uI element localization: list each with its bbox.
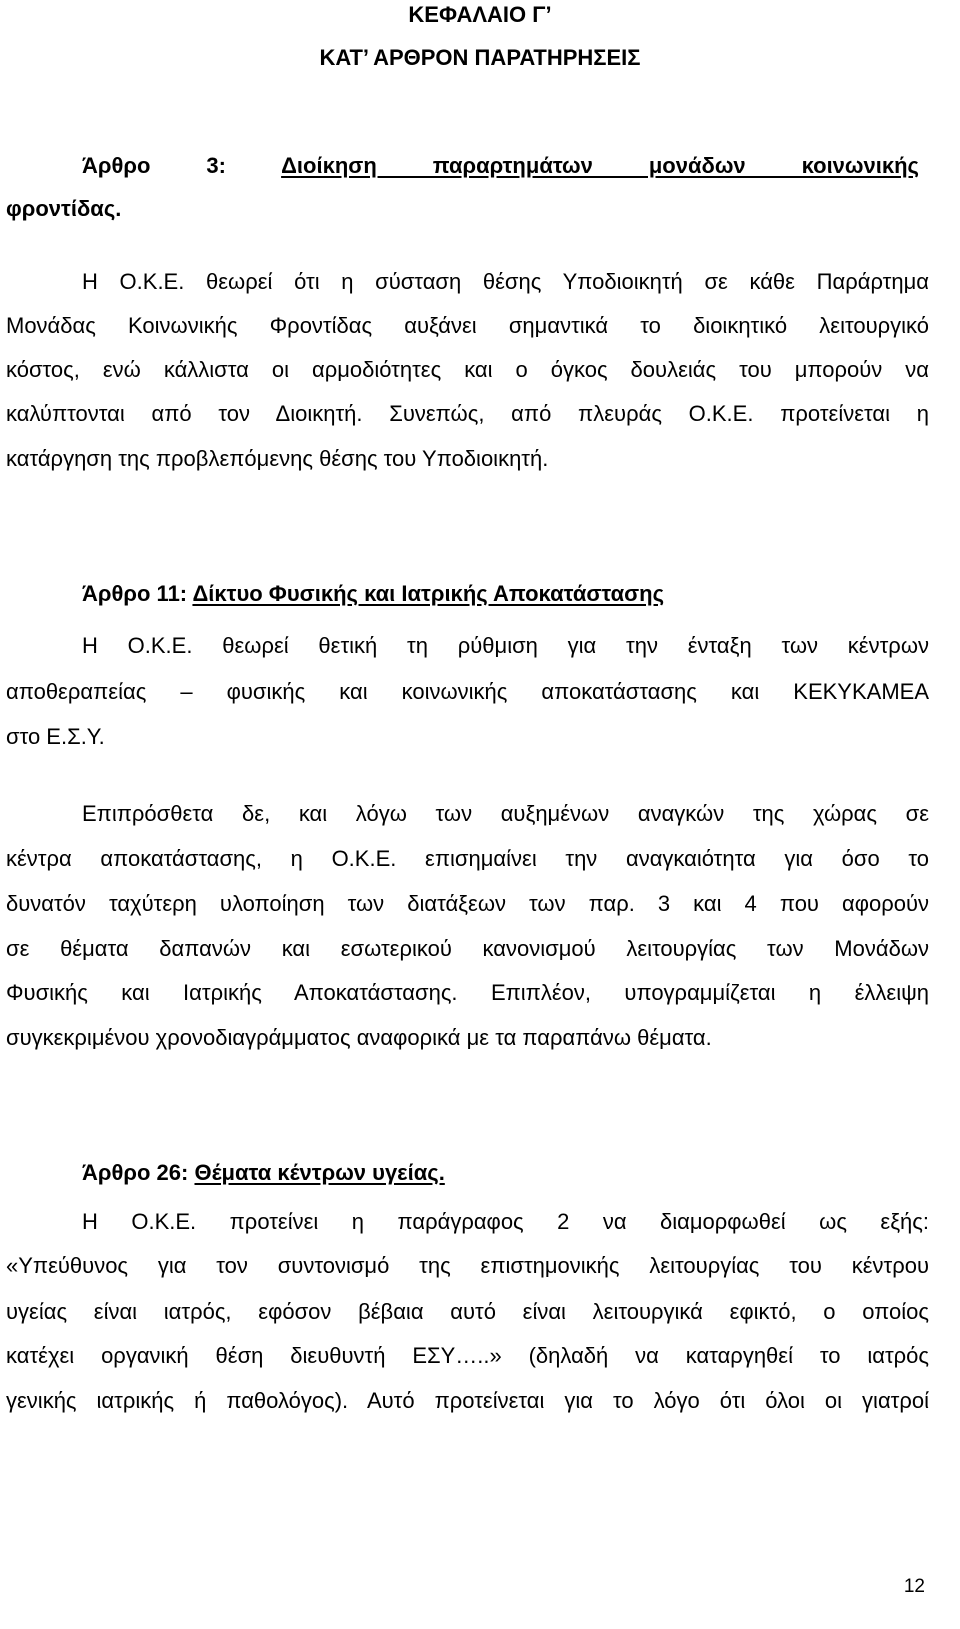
chapter-title: ΚΕΦΑΛΑΙΟ Γ’ xyxy=(408,2,552,27)
chapter-subtitle: ΚΑΤ’ ΑΡΘΡΟΝ ΠΑΡΑΤΗΡΗΣΕΙΣ xyxy=(319,45,641,70)
article3-line: καλύπτονται από τον Διοικητή. Συνεπώς, από πλευράς Ο.Κ.Ε. προτείνεται η xyxy=(6,401,929,426)
article3-line: Η Ο.Κ.Ε. θεωρεί ότι η σύσταση θέσης Υποδιοικητή σε κάθε Παράρτημα xyxy=(82,269,929,294)
article3-line: Μονάδας Κοινωνικής Φροντίδας αυξάνει σημαντικά το διοικητικό λειτουργικό xyxy=(6,313,929,338)
article3-heading-title: Διοίκηση παραρτημάτων μονάδων κοινωνικής xyxy=(281,153,919,178)
article26-line: Η Ο.Κ.Ε. προτείνει η παράγραφος 2 να διαμορφωθεί ως εξής: xyxy=(82,1209,929,1234)
article3-heading-line2: φροντίδας. xyxy=(6,196,122,221)
article3-line: κατάργηση της προβλεπόμενης θέσης του Υποδιοικητή. xyxy=(6,446,549,471)
article11-heading-title: Δίκτυο Φυσικής και Ιατρικής Αποκατάστασης xyxy=(192,581,665,606)
article26-heading-prefix: Άρθρο 26: xyxy=(82,1160,189,1185)
article11-heading-prefix: Άρθρο 11: xyxy=(82,581,188,606)
article11-para2-line: κέντρα αποκατάστασης, η Ο.Κ.Ε. επισημαίνει την αναγκαιότητα για όσο το xyxy=(6,846,929,871)
article26-line: κατέχει οργανική θέση διευθυντή ΕΣΥ…..» (δηλαδή να καταργηθεί το ιατρός xyxy=(6,1343,929,1368)
article11-para1-line: αποθεραπείας – φυσικής και κοινωνικής αποκατάστασης και ΚΕΚΥΚΑΜΕΑ xyxy=(6,679,929,704)
article26-line: γενικής ιατρικής ή παθολόγος). Αυτό προτείνεται για το λόγο ότι όλοι οι γιατροί xyxy=(6,1388,929,1413)
article11-para2-line: δυνατόν ταχύτερη υλοποίηση των διατάξεων των παρ. 3 και 4 που αφορούν xyxy=(6,891,929,916)
article26-line: υγείας είναι ιατρός, εφόσον βέβαια αυτό είναι λειτουργικά εφικτό, ο οποίος xyxy=(6,1299,929,1324)
article11-para2-line: σε θέματα δαπανών και εσωτερικού κανονισμού λειτουργίας των Μονάδων xyxy=(6,936,929,961)
article3-heading-prefix: Άρθρο 3: xyxy=(82,153,226,178)
article11-para2-line: Επιπρόσθετα δε, και λόγω των αυξημένων αναγκών της χώρας σε xyxy=(82,801,929,826)
article11-para1-line: στο Ε.Σ.Υ. xyxy=(6,724,105,749)
article26-heading-title: Θέματα κέντρων υγείας. xyxy=(194,1160,445,1185)
page-number: 12 xyxy=(903,1576,925,1597)
article26-heading xyxy=(82,1160,960,1186)
article3-line: κόστος, ενώ κάλλιστα οι αρμοδιότητες και ο όγκος δουλειάς του μπορούν να xyxy=(6,357,929,382)
article26-line: «Υπεύθυνος για τον συντονισμό της επιστημονικής λειτουργίας του κέντρου xyxy=(6,1253,929,1278)
article11-para2-line: συγκεκριμένου χρονοδιαγράμματος αναφορικά με τα παραπάνω θέματα. xyxy=(6,1025,712,1050)
article11-para2-line: Φυσικής και Ιατρικής Αποκατάστασης. Επιπλέον, υπογραμμίζεται η έλλειψη xyxy=(6,980,929,1005)
article11-para1-line: Η Ο.Κ.Ε. θεωρεί θετική τη ρύθμιση για την ένταξη των κέντρων xyxy=(82,633,929,658)
article11-heading xyxy=(82,581,960,607)
article3-heading-line1 xyxy=(0,153,960,179)
